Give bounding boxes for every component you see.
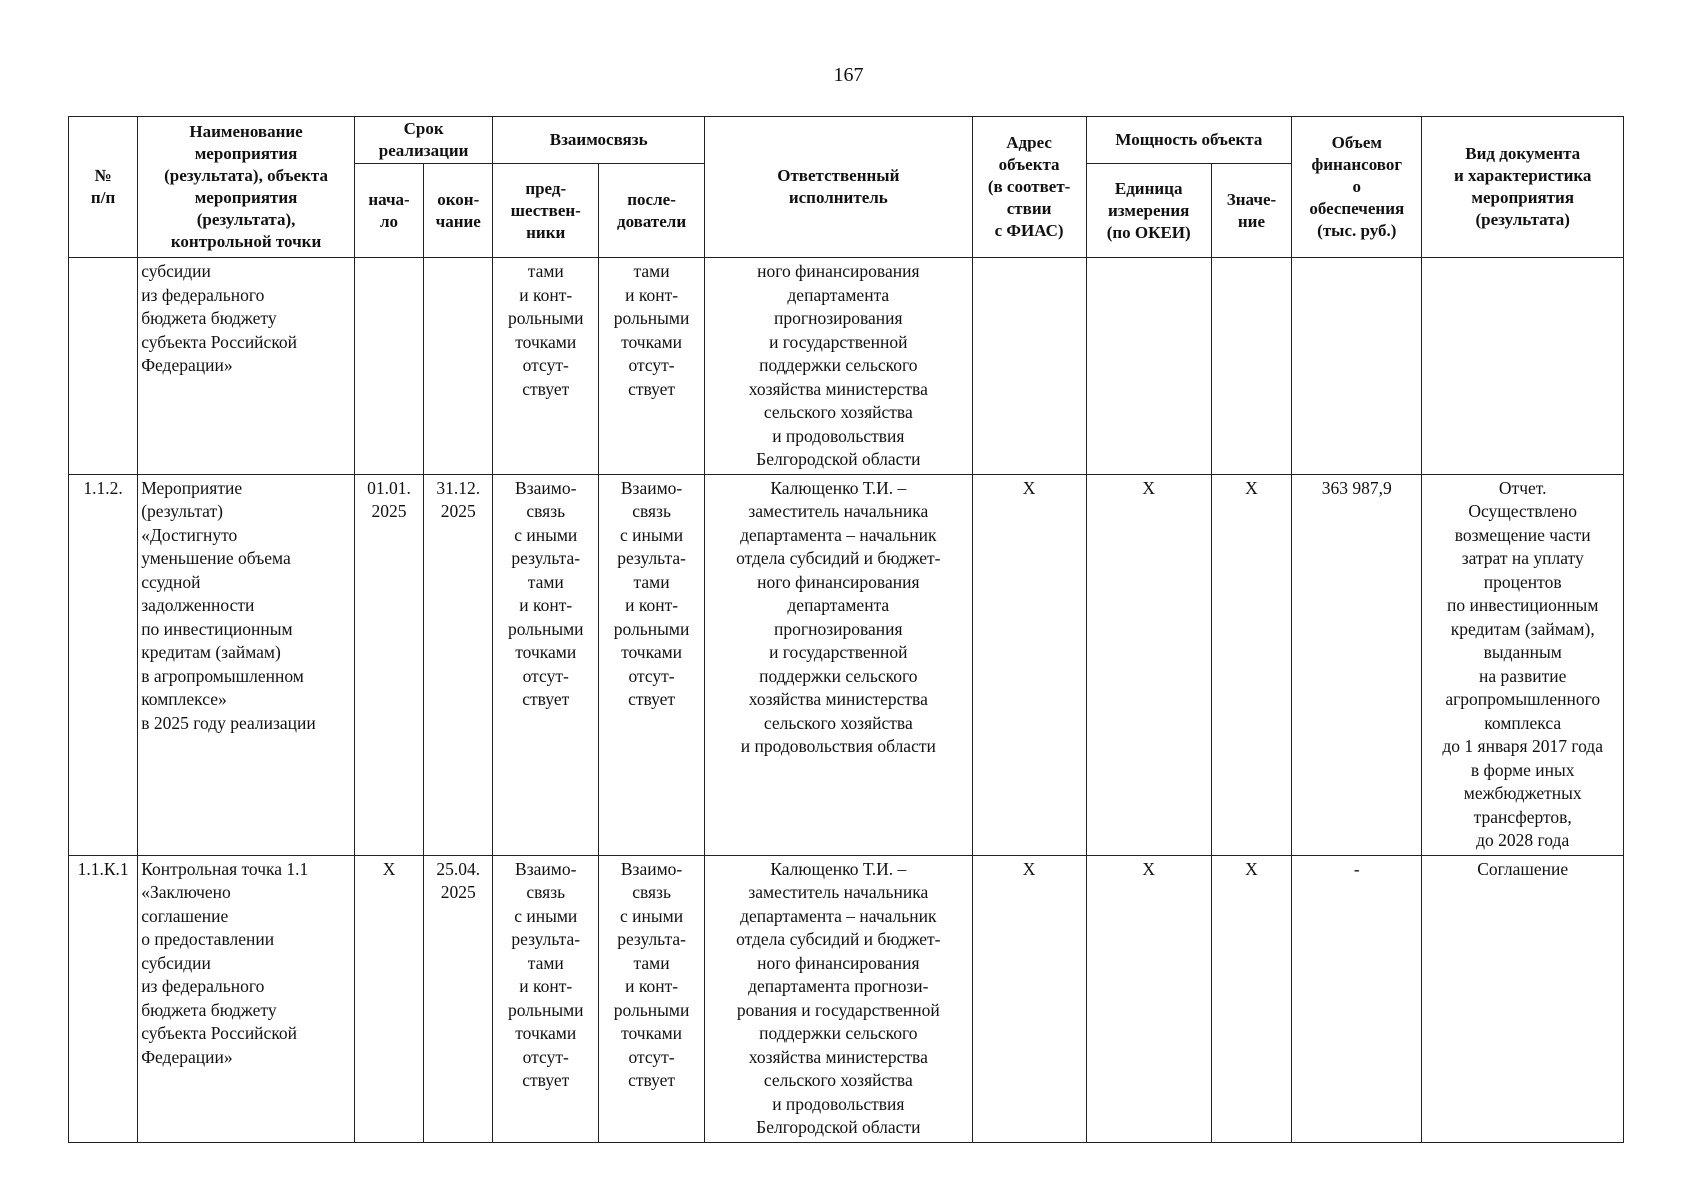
text-line: затрат на уплату (1461, 548, 1584, 568)
text-line: ствует (628, 378, 676, 399)
text-line: Ответственный (777, 166, 900, 185)
text-line: и продовольствия (772, 1093, 905, 1114)
header-term-end (424, 164, 493, 258)
text-line: из федерального (141, 976, 265, 996)
cell-doc (1422, 855, 1624, 1142)
text-line: результа- (617, 929, 686, 949)
text-line: точками (515, 642, 577, 662)
text-line: (тыс. руб.) (1317, 221, 1397, 240)
text-line: ссудной (141, 571, 201, 592)
text-line: отсут- (522, 355, 569, 375)
text-line: департамента (787, 284, 890, 305)
text-line: обеспечения (1309, 199, 1405, 218)
text-line: (результата), объекта (164, 166, 328, 185)
text-line: реализации (378, 141, 469, 160)
header-link: Взаимосвязь (493, 117, 705, 164)
text-line: о (1352, 177, 1362, 196)
text-line: ствует (522, 689, 570, 709)
text-line: хозяйства министерства (748, 378, 928, 399)
text-line: трансфертов, (1473, 806, 1572, 827)
text-line: ние (1237, 211, 1266, 231)
header-finance (1292, 117, 1422, 258)
text-line: 2025 (371, 501, 407, 521)
text-line: мероприятия (194, 144, 298, 163)
text-line: и конт- (625, 976, 679, 996)
cell-doc (1422, 258, 1624, 475)
text-line: тами (633, 952, 670, 973)
text-line: (в соответ- (987, 177, 1071, 196)
text-line: Мероприятие (141, 477, 243, 498)
cell-name (138, 855, 355, 1142)
text-line: с иными (620, 524, 684, 545)
text-line: (результата), (196, 210, 296, 229)
text-line: ники (526, 222, 566, 242)
text-line: сельского хозяйства (763, 402, 913, 422)
text-line: ного финансирования (757, 571, 920, 592)
table-row (69, 258, 1624, 475)
header-num (69, 117, 138, 258)
cell-num: 1.1.К.1 (69, 855, 138, 1142)
text-line: точками (621, 642, 683, 662)
text-line: тами (527, 261, 564, 281)
text-line: по инвестиционным (141, 618, 293, 639)
cell-start (354, 258, 423, 475)
text-line: с иными (514, 905, 578, 926)
text-line: точками (621, 1023, 683, 1043)
text-line: ствует (522, 378, 570, 399)
cell-end (424, 855, 493, 1142)
text-line: ло (380, 211, 399, 231)
cell-finance: - (1292, 855, 1422, 1142)
text-line: и государственной (769, 331, 908, 352)
cell-prev (493, 855, 599, 1142)
text-line: прогнозирования (774, 618, 903, 639)
text-line: нача- (368, 189, 410, 209)
header-responsible (704, 117, 972, 258)
cell-start (354, 474, 423, 855)
cell-end (424, 474, 493, 855)
text-line: бюджета бюджету (141, 308, 277, 328)
text-line: выданным (1483, 642, 1562, 662)
text-line: Наименование (189, 122, 303, 141)
text-line: тами (527, 952, 564, 973)
text-line: 01.01. (367, 477, 411, 498)
text-line: тами (633, 571, 670, 592)
text-line: рольными (613, 308, 690, 328)
text-line: ствует (522, 1070, 570, 1090)
text-line: отсут- (522, 1046, 569, 1067)
cell-unit (1086, 258, 1211, 475)
text-line: возмещение части (1454, 524, 1591, 545)
text-line: 2025 (440, 501, 476, 521)
text-line: из федерального (141, 284, 265, 305)
text-line: 31.12. (436, 477, 481, 498)
text-line: департамента – начальник (740, 524, 937, 545)
cell-next (599, 855, 705, 1142)
text-line: Единица (1114, 178, 1183, 198)
text-line: (по ОКЕИ) (1106, 222, 1191, 242)
text-line: (результат) (141, 501, 223, 521)
text-line: рольными (613, 618, 690, 639)
text-line: Вид документа (1465, 144, 1581, 163)
text-line: и продовольствия области (740, 736, 936, 756)
cell-start (354, 855, 423, 1142)
text-line: рольными (507, 618, 584, 639)
text-line: Взаимо- (620, 477, 683, 498)
text-line: Объем (1331, 133, 1382, 152)
cell-name (138, 258, 355, 475)
text-line: объекта (998, 155, 1060, 174)
text-line: комплексе» (141, 689, 227, 709)
text-line: шествен- (510, 200, 581, 220)
plan-table (68, 116, 1624, 1143)
text-line: и конт- (625, 595, 679, 615)
text-line: отсут- (628, 1046, 675, 1067)
text-line: отсут- (522, 665, 569, 686)
text-line: поддержки сельского (759, 665, 918, 686)
text-line: финансовог (1311, 155, 1403, 174)
text-line: окон- (437, 189, 480, 209)
text-line: ствии (1006, 199, 1052, 218)
text-line: субсидии (141, 952, 211, 973)
header-link-next (599, 164, 705, 258)
text-line: № (94, 166, 112, 185)
page-number: 167 (833, 64, 864, 86)
text-line: департамента – начальник (740, 905, 937, 926)
text-line: о предоставлении (141, 929, 275, 949)
text-line: в 2025 году реализации (141, 712, 316, 733)
text-line: Федерации» (141, 1046, 233, 1067)
text-line: Калющенко Т.И. – (770, 858, 907, 879)
text-line: и конт- (519, 976, 573, 996)
text-line: Взаимо- (620, 858, 683, 879)
text-line: 25.04. (436, 858, 481, 879)
cell-unit: Х (1086, 474, 1211, 855)
text-line: дователи (616, 211, 687, 231)
text-line: на развитие (1479, 665, 1567, 686)
header-address (972, 117, 1086, 258)
text-line: хозяйства министерства (748, 689, 928, 709)
text-line: связь (526, 882, 566, 902)
cell-next (599, 474, 705, 855)
text-line: Взаимо- (515, 858, 577, 879)
text-line: поддержки сельского (759, 1023, 918, 1043)
text-line: контрольной точки (170, 232, 322, 251)
text-line: Белгородской области (756, 1117, 921, 1137)
cell-responsible (704, 855, 972, 1142)
text-line: и конт- (625, 284, 679, 305)
text-line: сельского хозяйства (763, 712, 913, 733)
text-line: субъекта Российской (141, 1023, 298, 1043)
text-line: процентов (1483, 571, 1562, 592)
text-line: субсидии (141, 261, 211, 281)
text-line: «Заключено (141, 882, 231, 902)
text-line: сельского хозяйства (763, 1070, 913, 1090)
text-line: в агропромышленном (141, 665, 304, 686)
text-line: точками (621, 331, 683, 352)
header-term (354, 117, 492, 164)
cell-responsible (704, 474, 972, 855)
header-link-prev (493, 164, 599, 258)
text-line: результа- (617, 548, 686, 568)
text-line: рования и государственной (736, 999, 940, 1020)
cell-value (1211, 258, 1291, 475)
text-line: субъекта Российской (141, 331, 298, 352)
text-line: после- (627, 189, 676, 209)
text-line: департамента (787, 595, 890, 615)
header-capacity-unit (1086, 164, 1211, 258)
text-line: (результата) (1475, 210, 1570, 229)
text-line: связь (632, 501, 671, 521)
cell-value: Х (1211, 855, 1291, 1142)
text-line: с иными (620, 905, 684, 926)
text-line: Осуществлено (1468, 501, 1578, 521)
text-line: мероприятия (194, 188, 298, 207)
text-line: агропромышленного (1445, 689, 1601, 709)
text-line: точками (515, 1023, 577, 1043)
text-line: ствует (628, 689, 676, 709)
text-line: в форме иных (1470, 759, 1575, 780)
text-line: департамента прогнози- (748, 976, 929, 996)
text-line: заместитель начальника (748, 501, 929, 521)
text-line: рольными (507, 308, 584, 328)
text-line: с иными (514, 524, 578, 545)
text-line: исполнитель (788, 188, 888, 207)
header-capacity: Мощность объекта (1086, 117, 1292, 164)
cell-finance: 363 987,9 (1292, 474, 1422, 855)
cell-name (138, 474, 355, 855)
text-line: Адрес (1006, 133, 1052, 152)
text-line: и характеристика (1453, 166, 1592, 185)
text-line: результа- (511, 548, 581, 568)
text-line: чание (435, 211, 481, 231)
text-line: тами (527, 571, 564, 592)
cell-address (972, 258, 1086, 475)
text-line: поддержки сельского (759, 355, 918, 375)
text-line: Х (382, 858, 396, 879)
text-line: Соглашение (1477, 858, 1569, 879)
text-line: Значе- (1226, 189, 1277, 209)
text-line: хозяйства министерства (748, 1046, 928, 1067)
text-line: по инвестиционным (1446, 595, 1599, 615)
cell-value: Х (1211, 474, 1291, 855)
text-line: прогнозирования (774, 308, 903, 328)
text-line: отдела субсидий и бюджет- (736, 929, 941, 949)
cell-responsible (704, 258, 972, 475)
text-line: Отчет. (1498, 477, 1547, 498)
text-line: тами (633, 261, 670, 281)
text-line: Калющенко Т.И. – (770, 477, 907, 498)
cell-next (599, 258, 705, 475)
text-line: результа- (511, 929, 581, 949)
text-line: до 1 января 2017 года (1442, 736, 1603, 756)
text-line: ного финансирования (757, 952, 920, 973)
text-line: отсут- (628, 665, 675, 686)
text-line: уменьшение объема (141, 548, 291, 568)
text-line: комплекса (1484, 712, 1562, 733)
text-line: до 2028 года (1476, 830, 1570, 850)
text-line: и государственной (769, 642, 908, 662)
text-line: связь (632, 882, 671, 902)
text-line: соглашение (141, 905, 229, 926)
text-line: бюджета бюджету (141, 999, 277, 1020)
cell-doc (1422, 474, 1624, 855)
text-line: ного финансирования (757, 261, 920, 281)
cell-address: Х (972, 855, 1086, 1142)
cell-address: Х (972, 474, 1086, 855)
table-header (69, 117, 1624, 258)
text-line: заместитель начальника (748, 882, 929, 902)
text-line: и конт- (519, 595, 573, 615)
cell-finance (1292, 258, 1422, 475)
text-line: рольными (613, 999, 690, 1020)
text-line: и конт- (519, 284, 573, 305)
text-line: Контрольная точка 1.1 (141, 858, 309, 879)
text-line: межбюджетных (1463, 783, 1582, 803)
header-term-start (354, 164, 423, 258)
text-line: ствует (628, 1070, 676, 1090)
cell-prev (493, 258, 599, 475)
text-line: 2025 (440, 882, 476, 902)
table-row (69, 474, 1624, 855)
text-line: точками (515, 331, 577, 352)
text-line: кредитам (займам), (1450, 618, 1595, 639)
header-capacity-value (1211, 164, 1291, 258)
text-line: кредитам (займам) (141, 642, 281, 662)
text-line: пред- (525, 178, 567, 198)
text-line: отсут- (628, 355, 675, 375)
text-line: отдела субсидий и бюджет- (736, 548, 941, 568)
cell-end (424, 258, 493, 475)
text-line: Взаимо- (515, 477, 577, 498)
text-line: Белгородской области (756, 449, 921, 469)
text-line: рольными (507, 999, 584, 1020)
text-line: связь (526, 501, 566, 521)
text-line: мероприятия (1471, 188, 1575, 207)
text-line: измерения (1108, 200, 1190, 220)
text-line: Федерации» (141, 355, 233, 375)
text-line: Срок (403, 119, 444, 138)
header-name (138, 117, 355, 258)
cell-num: 1.1.2. (69, 474, 138, 855)
text-line: задолженности (141, 595, 255, 615)
header-doc (1422, 117, 1624, 258)
cell-num (69, 258, 138, 475)
text-line: с ФИАС) (994, 221, 1064, 240)
cell-prev (493, 474, 599, 855)
table-row (69, 855, 1624, 1142)
text-line: «Достигнуто (141, 524, 238, 545)
cell-unit: Х (1086, 855, 1211, 1142)
text-line: п/п (90, 188, 116, 207)
table-body (69, 258, 1624, 1143)
text-line: и продовольствия (772, 425, 905, 446)
